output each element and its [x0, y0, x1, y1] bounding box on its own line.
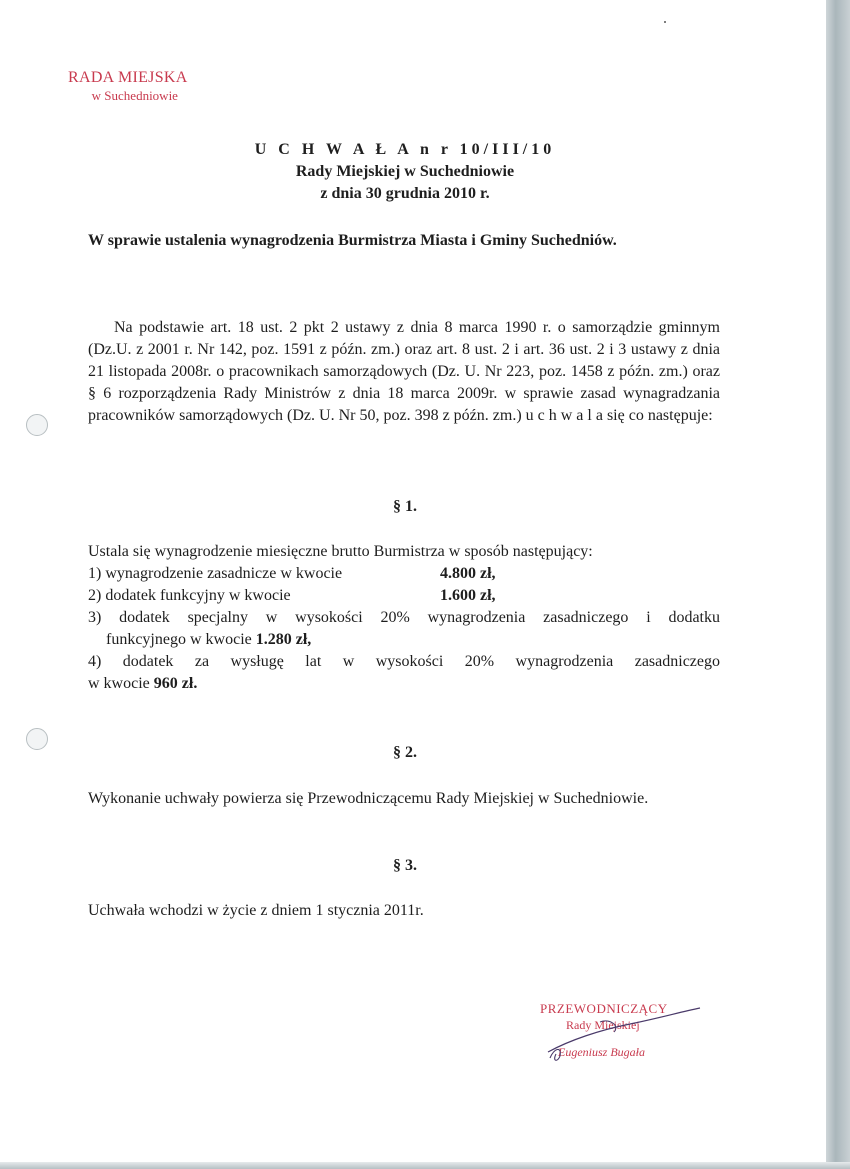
scan-edge-right [826, 0, 850, 1169]
list-item [88, 585, 720, 607]
salary-item-4-amount: 960 zł. [153, 675, 198, 692]
salary-item-3-line1: 3) dodatek specjalny w wysokości 20% wynagrodzenia zasadniczego i dodatku [88, 609, 720, 626]
scan-edge-bottom [0, 1162, 850, 1169]
signature-name: Eugeniusz Bugała [558, 1045, 645, 1059]
section-3-mark: § 3. [393, 857, 417, 874]
signature-council: Rady Miejskiej [566, 1018, 640, 1032]
salary-components-list [88, 563, 720, 695]
council-stamp-line1: RADA MIEJSKA [68, 69, 188, 86]
signature-scribble [540, 1000, 710, 1070]
resolution-number: U C H W A Ł A n r 10/III/10 [254, 141, 556, 158]
council-stamp [68, 68, 188, 104]
salary-item-3-amount: 1.280 zł, [255, 631, 312, 648]
section-3-text: Uchwała wchodzi w życie z dniem 1 stycznia 2011r. [88, 902, 424, 919]
resolution-title [200, 139, 610, 205]
section-1-mark: § 1. [393, 498, 417, 515]
scan-speck [664, 21, 666, 23]
resolution-subject: W sprawie ustalenia wynagrodzenia Burmistrza Miasta i Gminy Suchedniów. [88, 232, 617, 249]
salary-item-1-text: 1) wynagrodzenie zasadnicze w kwocie [88, 565, 343, 582]
list-item [88, 629, 720, 651]
salary-item-1-amount: 4.800 zł, [440, 565, 496, 582]
section-1-intro: Ustala się wynagrodzenie miesięczne brutto Burmistrza w sposób następujący: [88, 543, 593, 560]
resolution-issuer: Rady Miejskiej w Suchedniowie [295, 163, 515, 180]
salary-item-3-line2: funkcyjnego w kwocie [106, 631, 256, 648]
salary-item-2-amount: 1.600 zł, [440, 587, 496, 604]
punch-hole-upper [26, 414, 48, 436]
resolution-date: z dnia 30 grudnia 2010 r. [320, 185, 490, 202]
salary-item-4-line2: w kwocie [88, 675, 154, 692]
council-stamp-line2: w Suchedniowie [91, 88, 178, 103]
salary-item-2-text: 2) dodatek funkcyjny w kwocie [88, 587, 291, 604]
section-2-mark: § 2. [393, 744, 417, 761]
legal-basis-paragraph: Na podstawie art. 18 ust. 2 pkt 2 ustawy z dnia 8 marca 1990 r. o samorządzie gminnym (Dz.U. z 2001 r. Nr 142, poz. 1591 z późn. zm.) oraz art. 8 ust. 2 i art. 36 ust. 2 i 3 ustawy z dnia 21 listopada 2008r. o pracownikach samorządowych (Dz. U. Nr 223, poz. 1458 z późn. zm.) oraz § 6 rozporządzenia Rady Ministrów z dnia 18 marca 2009r. w sprawie zasad wynagradzania pracowników samorządowych (Dz. U. Nr 50, poz. 398 z późn. zm.) u c h w a l a się co następuje: [88, 319, 720, 424]
chairman-signature-stamp [540, 1000, 668, 1061]
salary-item-4-line1: 4) dodatek za wysługę lat w wysokości 20% wynagrodzenia zasadniczego [88, 653, 720, 670]
signature-title: PRZEWODNICZĄCY [540, 1001, 668, 1016]
section-2-text: Wykonanie uchwały powierza się Przewodniczącemu Rady Miejskiej w Suchedniowie. [88, 790, 649, 807]
list-item [88, 563, 720, 585]
list-item [88, 673, 720, 695]
